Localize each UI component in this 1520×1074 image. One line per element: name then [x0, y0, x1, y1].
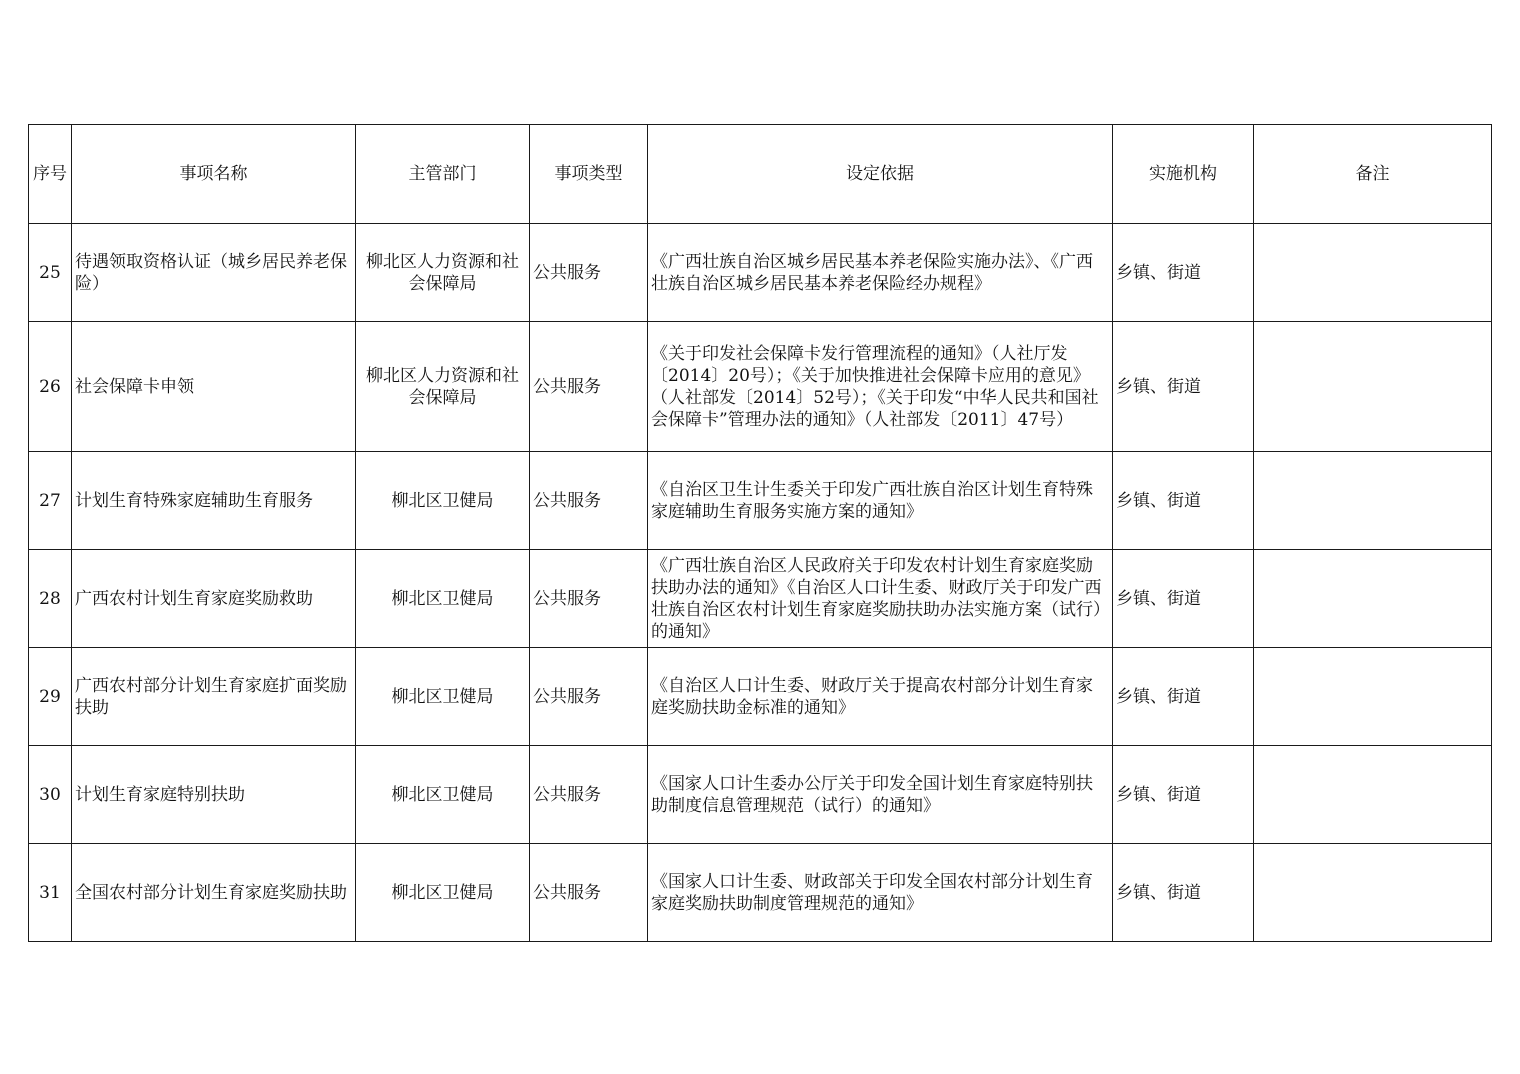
legal-basis: 《广西壮族自治区城乡居民基本养老保险实施办法》、《广西壮族自治区城乡居民基本养老保险经办规程》 [648, 224, 1113, 322]
item-name: 广西农村计划生育家庭奖励救助 [72, 550, 356, 648]
remarks [1254, 550, 1492, 648]
department: 柳北区卫健局 [356, 550, 530, 648]
implementing-agency: 乡镇、街道 [1113, 746, 1254, 844]
legal-basis: 《关于印发社会保障卡发行管理流程的通知》（人社厅发〔2014〕20号）；《关于加快推进社会保障卡应用的意见》（人社部发〔2014〕52号）；《关于印发“中华人民共和国社会保障卡”管理办法的通知》（人社部发〔2011〕47号） [648, 322, 1113, 452]
remarks [1254, 648, 1492, 746]
legal-basis: 《国家人口计生委、财政部关于印发全国农村部分计划生育家庭奖励扶助制度管理规范的通知》 [648, 844, 1113, 942]
department: 柳北区卫健局 [356, 844, 530, 942]
table-row [29, 746, 1492, 844]
item-type: 公共服务 [530, 322, 648, 452]
row-number: 30 [29, 746, 72, 844]
department: 柳北区人力资源和社会保障局 [356, 322, 530, 452]
legal-basis: 《自治区卫生计生委关于印发广西壮族自治区计划生育特殊家庭辅助生育服务实施方案的通知》 [648, 452, 1113, 550]
implementing-agency: 乡镇、街道 [1113, 452, 1254, 550]
implementing-agency: 乡镇、街道 [1113, 224, 1254, 322]
remarks [1254, 322, 1492, 452]
legal-basis: 《广西壮族自治区人民政府关于印发农村计划生育家庭奖励扶助办法的通知》《自治区人口计生委、财政厅关于印发广西壮族自治区农村计划生育家庭奖励扶助办法实施方案（试行）的通知》 [648, 550, 1113, 648]
department: 柳北区卫健局 [356, 648, 530, 746]
row-number: 26 [29, 322, 72, 452]
row-number: 28 [29, 550, 72, 648]
table-row [29, 452, 1492, 550]
service-items-table-container [28, 124, 1491, 942]
item-type: 公共服务 [530, 648, 648, 746]
legal-basis: 《国家人口计生委办公厅关于印发全国计划生育家庭特别扶助制度信息管理规范（试行）的通知》 [648, 746, 1113, 844]
row-number: 25 [29, 224, 72, 322]
department: 柳北区人力资源和社会保障局 [356, 224, 530, 322]
remarks [1254, 844, 1492, 942]
row-number: 27 [29, 452, 72, 550]
item-type: 公共服务 [530, 746, 648, 844]
item-type: 公共服务 [530, 550, 648, 648]
table-row [29, 648, 1492, 746]
item-name: 待遇领取资格认证（城乡居民养老保险） [72, 224, 356, 322]
implementing-agency: 乡镇、街道 [1113, 844, 1254, 942]
department: 柳北区卫健局 [356, 746, 530, 844]
header-department: 主管部门 [356, 125, 530, 224]
remarks [1254, 452, 1492, 550]
table-header-row [29, 125, 1492, 224]
row-number: 29 [29, 648, 72, 746]
item-name: 计划生育家庭特别扶助 [72, 746, 356, 844]
item-type: 公共服务 [530, 844, 648, 942]
department: 柳北区卫健局 [356, 452, 530, 550]
row-number: 31 [29, 844, 72, 942]
table-row [29, 224, 1492, 322]
implementing-agency: 乡镇、街道 [1113, 648, 1254, 746]
item-name: 社会保障卡申领 [72, 322, 356, 452]
item-type: 公共服务 [530, 224, 648, 322]
remarks [1254, 746, 1492, 844]
header-item-type: 事项类型 [530, 125, 648, 224]
item-type: 公共服务 [530, 452, 648, 550]
table-row [29, 322, 1492, 452]
header-legal-basis: 设定依据 [648, 125, 1113, 224]
item-name: 计划生育特殊家庭辅助生育服务 [72, 452, 356, 550]
item-name: 广西农村部分计划生育家庭扩面奖励扶助 [72, 648, 356, 746]
table-row [29, 844, 1492, 942]
header-item-name: 事项名称 [72, 125, 356, 224]
service-items-table [28, 124, 1492, 942]
item-name: 全国农村部分计划生育家庭奖励扶助 [72, 844, 356, 942]
legal-basis: 《自治区人口计生委、财政厅关于提高农村部分计划生育家庭奖励扶助金标准的通知》 [648, 648, 1113, 746]
implementing-agency: 乡镇、街道 [1113, 550, 1254, 648]
header-remarks: 备注 [1254, 125, 1492, 224]
header-implementing-agency: 实施机构 [1113, 125, 1254, 224]
header-no: 序号 [29, 125, 72, 224]
table-row [29, 550, 1492, 648]
remarks [1254, 224, 1492, 322]
implementing-agency: 乡镇、街道 [1113, 322, 1254, 452]
